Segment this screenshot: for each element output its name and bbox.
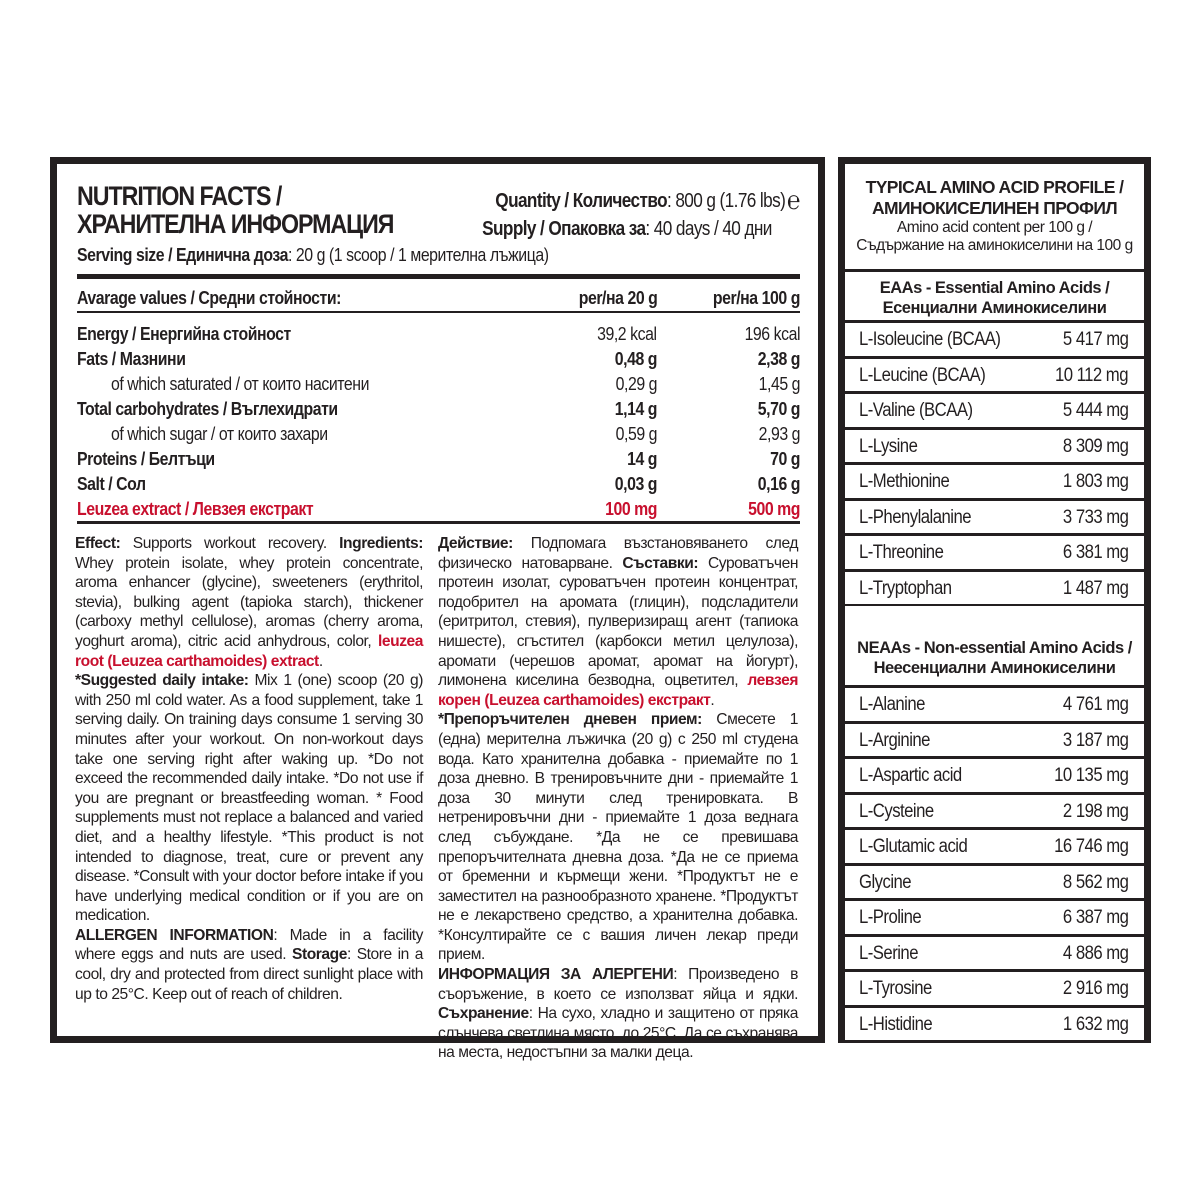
amino-acid-name: L-Threonine	[859, 542, 944, 563]
row-name: Total carbohydrates / Въглехидрати	[77, 399, 338, 419]
amino-acid-value: 8 562 mg	[1062, 871, 1128, 893]
neaa-section-header	[845, 606, 1144, 685]
amino-acid-name: L-Glutamic acid	[859, 836, 968, 857]
row-per-serving: 14 g	[627, 449, 657, 469]
ingredients-highlight: leuzea root (Leuzea carthamoides) extract	[75, 632, 423, 670]
serving-value: : 20 g (1 scoop / 1 мерителна лъжица)	[287, 245, 549, 265]
row-per-100: 5,70 g	[757, 399, 800, 419]
neaa-title-en: NEAAs - Non-essential Amino Acids /	[857, 639, 1132, 657]
amino-acid-row	[845, 572, 1144, 605]
nutrition-title-en: NUTRITION FACTS /	[77, 181, 282, 211]
supply-value: : 40 days / 40 дни	[645, 218, 772, 240]
amino-acid-name: L-Arginine	[859, 729, 930, 751]
amino-acid-value: 10 135 mg	[1053, 765, 1128, 786]
amino-acid-name: L-Tryptophan	[859, 577, 952, 599]
amino-acid-row	[845, 536, 1144, 569]
amino-acid-row	[845, 359, 1144, 392]
amino-acid-value: 10 112 mg	[1054, 364, 1128, 386]
nutrition-row-proteins	[77, 449, 800, 474]
supply-label: Supply / Опаковка за	[482, 218, 646, 240]
row-name: Proteins / Белтъци	[77, 449, 215, 469]
allergen-text: : Произведено в съоръжение, в което се използват яйца и ядки.	[438, 966, 798, 1003]
amino-acid-value: 6 381 mg	[1062, 542, 1128, 563]
row-per-100: 70 g	[770, 449, 800, 469]
amino-acid-row	[845, 866, 1144, 899]
amino-acid-row	[845, 901, 1144, 934]
amino-acid-name: L-Methionine	[859, 471, 950, 492]
ingredients-text: Whey protein isolate, whey protein concentrate, aroma enhancer (glycine), sweeteners (erythritol, stevia), bulking agent (tapioka starch), thickener (carboxy methyl cellulose), aromas (cherry aroma, yoghurt aroma), citric acid anhydrous, color,	[75, 554, 423, 650]
row-per-100: 2,38 g	[757, 349, 800, 369]
header-per-serving: per/на 20 g	[578, 288, 657, 308]
nutrition-row-fats	[77, 349, 800, 374]
amino-acid-name: L-Valine (BCAA)	[859, 400, 973, 421]
row-name: Leuzea extract / Левзея екстракт	[77, 499, 314, 519]
amino-acid-row	[845, 1008, 1144, 1041]
amino-acid-value: 5 417 mg	[1062, 329, 1128, 350]
amino-acid-row	[845, 795, 1144, 828]
ingredients-end: .	[318, 652, 323, 670]
effect-label: Действие:	[438, 535, 513, 552]
description-english	[75, 534, 423, 1004]
row-per-serving: 39,2 kcal	[597, 324, 657, 344]
neaa-title-bg: Неесенциални Аминокиселини	[873, 659, 1116, 677]
storage-label: Съхранение	[438, 1005, 529, 1023]
amino-acid-value: 5 444 mg	[1062, 400, 1128, 421]
nutrition-row-carbohydrates	[77, 399, 800, 424]
row-per-serving: 0,03 g	[614, 474, 657, 494]
row-name: of which saturated / от които наситени	[111, 374, 370, 394]
nutrition-facts-panel	[50, 157, 825, 1062]
quantity-line	[486, 186, 800, 215]
row-per-serving: 0,48 g	[614, 349, 657, 369]
amino-acid-value: 8 309 mg	[1062, 435, 1128, 457]
intake-label: *Препоръчителен дневен прием:	[438, 711, 702, 729]
amino-acid-value: 2 916 mg	[1062, 978, 1128, 999]
nutrition-row-saturated	[77, 374, 800, 399]
amino-acid-name: L-Cysteine	[859, 800, 934, 822]
description-bulgarian	[438, 534, 798, 1063]
eaa-title-en: EAAs - Essential Amino Acids /	[879, 279, 1110, 297]
nutrition-title	[77, 182, 393, 238]
amino-acid-row	[845, 972, 1144, 1005]
amino-acid-row	[845, 501, 1144, 534]
ingredients-label: Ingredients:	[339, 535, 423, 552]
amino-acid-row	[845, 724, 1144, 757]
effect-ingredients-en	[75, 534, 423, 671]
eaa-title-bg: Есенциални Аминокиселини	[882, 299, 1107, 317]
amino-acid-value: 2 198 mg	[1062, 800, 1128, 822]
row-name: Salt / Сол	[77, 474, 146, 494]
row-per-100: 2,93 g	[758, 424, 800, 444]
amino-subtitle-en: Amino acid content per 100 g /	[896, 219, 1093, 236]
amino-acid-value: 6 387 mg	[1062, 907, 1128, 928]
amino-acid-value: 1 803 mg	[1062, 471, 1128, 492]
amino-acid-row	[845, 394, 1144, 427]
intake-en	[75, 671, 423, 926]
row-per-serving: 100 mg	[605, 499, 657, 519]
quantity-label: Quantity / Количество	[495, 190, 668, 212]
estimated-sign-icon: ℮	[787, 185, 800, 215]
intake-bg	[438, 710, 798, 965]
effect-ingredients-bg	[438, 534, 798, 710]
serving-label: Serving size / Единична доза	[77, 245, 288, 265]
amino-acid-row	[845, 465, 1144, 498]
allergen-label: ИНФОРМАЦИЯ ЗА АЛЕРГЕНИ	[438, 966, 674, 984]
header-name: Avarage values / Средни стойности:	[77, 288, 341, 308]
amino-acid-name: Glycine	[859, 871, 912, 893]
amino-acid-row	[845, 430, 1144, 463]
row-per-serving: 0,29 g	[615, 374, 657, 394]
amino-acid-value: 1 632 mg	[1062, 1013, 1128, 1035]
divider-thin	[77, 311, 800, 313]
amino-title-cell	[845, 164, 1144, 269]
amino-acid-name: L-Leucine (BCAA)	[859, 364, 986, 386]
amino-acid-value: 3 733 mg	[1062, 506, 1128, 528]
row-name: Energy / Енергийна стойност	[77, 324, 291, 344]
amino-acid-value: 16 746 mg	[1053, 836, 1128, 857]
amino-acid-name: L-Alanine	[859, 694, 925, 715]
amino-acid-row	[845, 937, 1144, 970]
row-name: of which sugar / от които захари	[111, 424, 328, 444]
effect-text: Подпомага възстановяването след физическо натоварване.	[438, 535, 798, 572]
amino-title-bg: АМИНОКИСЕЛИНЕН ПРОФИЛ	[871, 198, 1118, 218]
amino-acid-name: L-Histidine	[859, 1013, 933, 1035]
supply-line	[482, 215, 772, 243]
amino-acid-name: L-Tyrosine	[859, 978, 932, 999]
allergen-text: : Made in a facility where eggs and nuts are used.	[75, 926, 423, 964]
intake-text: Mix 1 (one) scoop (20 g) with 250 ml cold water. As a food supplement, take 1 serving daily. On training days consume 1 serving 30 minutes after your workout. On non-workout days take one serving right after waking up. *Do not exceed the recommended daily intake. *Do not use if you are pregnant or breastfeeding woman. * Food supplements must not replace a balanced and varied diet, and a healthy lifestyle. *This product is not intended to diagnose, treat, cure or prevent any disease. *Consult with your doctor before intake if you have underlying medical condition or if you are on medication.	[75, 672, 423, 925]
serving-size	[77, 245, 549, 266]
nutrition-row-salt	[77, 474, 800, 499]
divider-table-bottom	[77, 521, 800, 524]
effect-text: Supports workout recovery.	[120, 535, 340, 552]
storage-text: : На сухо, хладно и защитено от пряка слънчева светлина място, до 25°C. Да се съхранява на места, недостъпни за малки деца.	[438, 1005, 798, 1062]
allergen-label: ALLERGEN INFORMATION	[75, 926, 274, 944]
quantity-value: : 800 g (1.76 lbs)	[667, 190, 786, 212]
nutrition-title-bg: ХРАНИТЕЛНА ИНФОРМАЦИЯ	[77, 209, 394, 239]
amino-acid-name: L-Aspartic acid	[859, 765, 962, 786]
amino-acid-name: L-Lysine	[859, 435, 918, 457]
header-per-100: per/на 100 g	[712, 288, 800, 308]
storage-label: Storage	[292, 946, 347, 964]
ingredients-text: Суроватъчен протеин изолат, суроватъчен протеин концентрат, подобрител на аромата (глицин), подсладители (еритритол, стевия), пулверизиращ агент (тапиока нишесте), сгъстител (карбокси метил целулоза), аромати (черешов аромат, аромат на йогурт), лимонена киселина безводна, оцветител,	[438, 554, 798, 690]
row-per-serving: 1,14 g	[614, 399, 657, 419]
amino-title-en: TYPICAL AMINO ACID PROFILE /	[865, 177, 1124, 197]
amino-acid-name: L-Serine	[859, 942, 918, 964]
row-per-serving: 0,59 g	[615, 424, 657, 444]
intake-label: *Suggested daily intake:	[75, 672, 249, 690]
quantity-supply-block	[435, 186, 800, 243]
row-per-100: 500 mg	[748, 499, 800, 519]
row-per-100: 0,16 g	[757, 474, 800, 494]
amino-acid-row	[845, 830, 1144, 863]
amino-subtitle-bg: Съдържание на аминокиселини на 100 g	[856, 237, 1133, 254]
row-per-100: 196 kcal	[744, 324, 800, 344]
allergen-storage-en	[75, 926, 423, 1004]
amino-acid-value: 3 187 mg	[1062, 729, 1128, 751]
amino-acid-value: 1 487 mg	[1062, 577, 1128, 599]
amino-acid-row	[845, 688, 1144, 721]
amino-acid-row	[845, 323, 1144, 356]
ingredients-highlight: левзея корен (Leuzea carthamoides) екстракт	[438, 672, 798, 709]
effect-label: Effect:	[75, 535, 121, 552]
nutrition-row-sugar	[77, 424, 800, 449]
ingredients-label: Съставки:	[622, 554, 699, 572]
amino-acid-name: L-Isoleucine (BCAA)	[859, 329, 1001, 350]
amino-acid-name: L-Proline	[859, 907, 922, 928]
eaa-section-header	[845, 272, 1144, 320]
row-per-100: 1,45 g	[758, 374, 800, 394]
nutrition-row-energy	[77, 324, 800, 349]
row-name: Fats / Мазнини	[77, 349, 186, 369]
amino-acid-panel	[838, 157, 1151, 1043]
intake-text: Смесете 1 (една) мерителна лъжичка (20 g) с 250 ml студена вода. Като хранителна добавка - приемайте по 1 доза дневно. В тренировъчните дни - приемайте 1 доза 30 минути след тренировката. В нетренировъчни дни - приемайте 1 доза веднага след събуждане. *Да не се превишава препоръчителната дневна доза. *Да не се приема от бременни и кърмещи жени. *Продуктът не е заместител на разнообразното хранене. *Продуктът не е лекарствено средство, а хранителна добавка. *Консултирайте се с вашия личен лекар преди прием.	[438, 711, 798, 964]
storage-text: : Store in a cool, dry and protected from direct sunlight place with up to 25°C. Keep out of reach of children.	[75, 946, 423, 1003]
amino-acid-name: L-Phenylalanine	[859, 506, 972, 528]
amino-acid-row	[845, 759, 1144, 792]
amino-acid-value: 4 761 mg	[1062, 694, 1128, 715]
divider-thick	[77, 274, 800, 279]
amino-acid-value: 4 886 mg	[1062, 942, 1128, 964]
allergen-storage-bg	[438, 965, 798, 1063]
ingredients-end: .	[710, 691, 715, 709]
